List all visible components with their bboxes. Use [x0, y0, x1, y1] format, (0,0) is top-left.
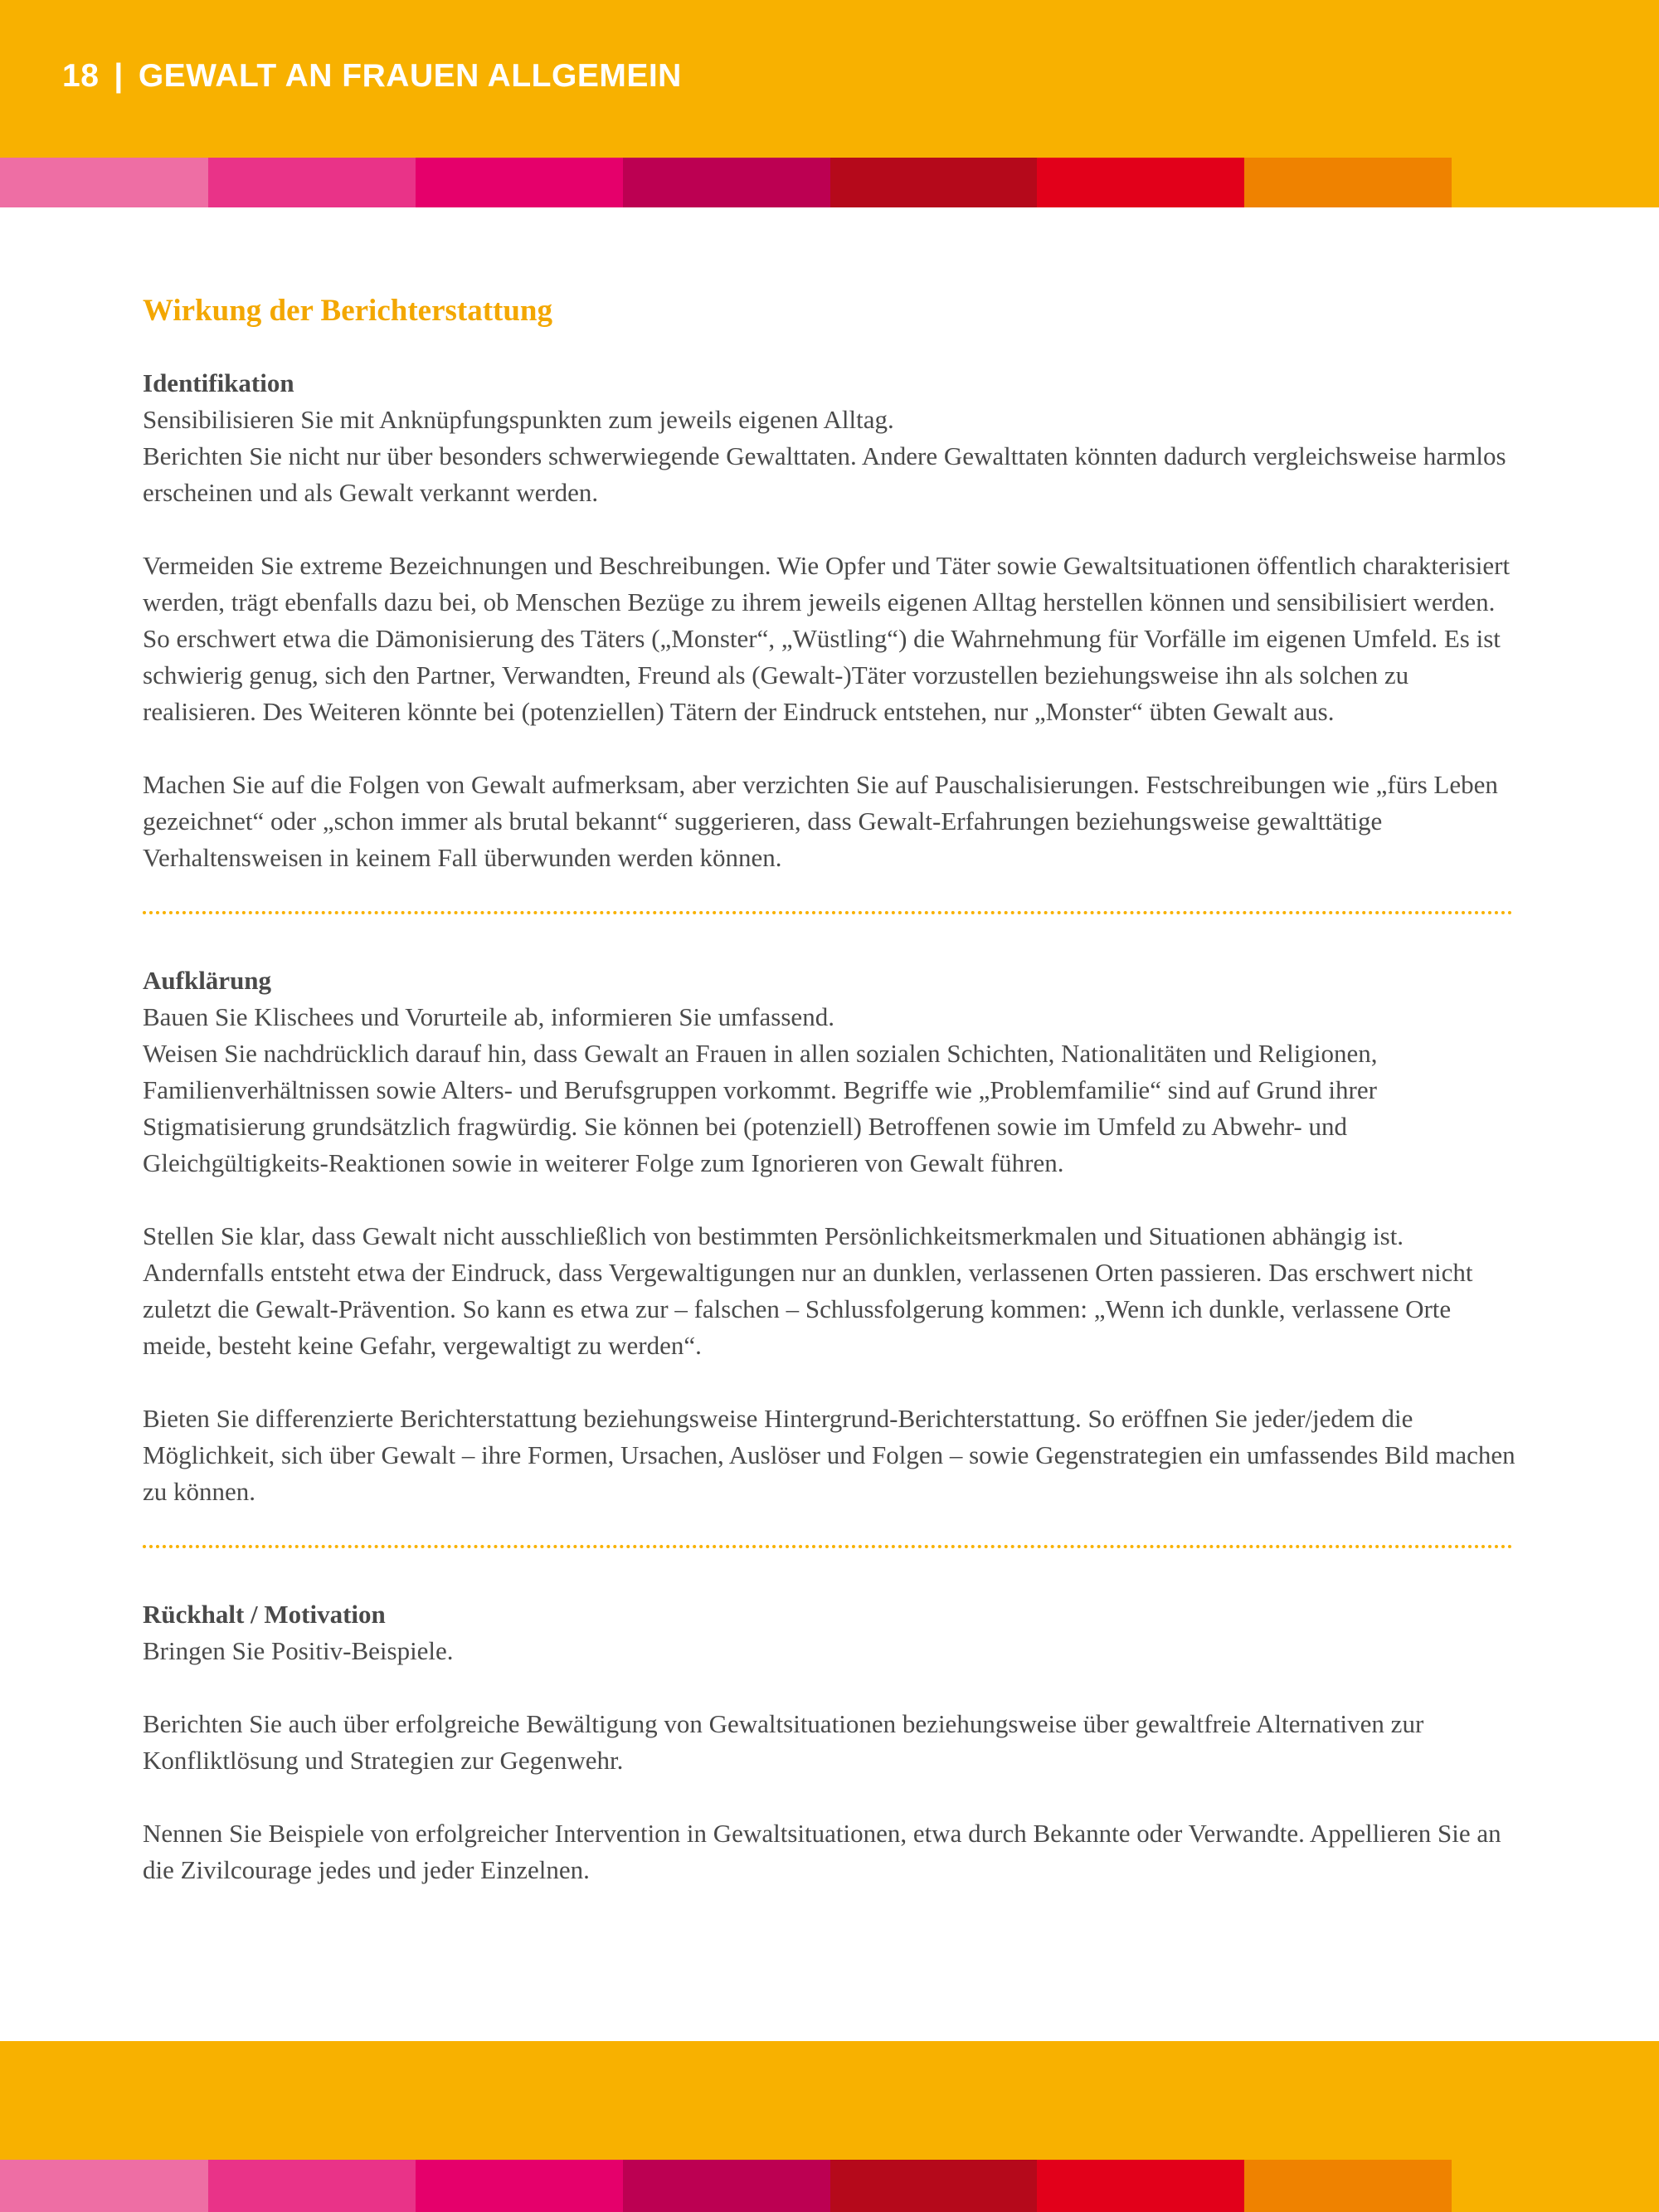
section-title: Identifikation: [143, 368, 294, 397]
section-paragraph: Vermeiden Sie extreme Bezeichnungen und Beschreibungen. Wie Opfer und Täter sowie Gewaltsituationen öffentlich charakterisiert werden, trägt ebenfalls dazu bei, ob Menschen Bezüge zu ihrem jeweils eigenen Alltag herstellen können und sensibilisiert werden. So erschwert etwa die Dämonisierung des Täters („Monster“, „Wüstling“) die Wahrnehmung für Vorfälle im eigenen Umfeld. Es ist schwierig genug, sich den Partner, Verwandten, Freund als (Gewalt-)Täter vorzustellen beziehungsweise ihn als solchen zu realisieren. Des Weiteren könnte bei (potenziellen) Tätern der Eindruck entstehen, nur „Monster“ übten Gewalt aus.: [143, 551, 1511, 726]
stripe-segment: [1452, 2160, 1659, 2212]
dotted-divider: [143, 1545, 1513, 1548]
page-heading: Wirkung der Berichterstattung: [143, 294, 553, 328]
stripe-segment: [416, 158, 623, 207]
section-lead: Bauen Sie Klischees und Vorurteile ab, informieren Sie umfassend.: [143, 1002, 834, 1031]
section-paragraph: Bieten Sie differenzierte Berichterstattung beziehungsweise Hintergrund-Berichterstattung. So eröffnen Sie jeder/jedem die Möglichkeit, sich über Gewalt – ihre Formen, Ursachen, Auslöser und Folgen – sowie Gegenstrategien ein umfassendes Bild machen zu können.: [143, 1404, 1515, 1506]
section-lead: Sensibilisieren Sie mit Anknüpfungspunkten zum jeweils eigenen Alltag.: [143, 405, 894, 434]
chapter-title: GEWALT AN FRAUEN ALLGEMEIN: [138, 58, 682, 94]
page-number: 18: [62, 58, 100, 94]
stripe-segment: [0, 2160, 208, 2212]
stripe-segment: [1244, 2160, 1452, 2212]
section-paragraph: Nennen Sie Beispiele von erfolgreicher Intervention in Gewaltsituationen, etwa durch Bekannte oder Verwandte. Appellieren Sie an die Zivilcourage jedes und jeder Einzelnen.: [143, 1819, 1501, 1884]
section-aufklaerung: [143, 962, 1520, 1510]
section-paragraph: Berichten Sie nicht nur über besonders schwerwiegende Gewalttaten. Andere Gewalttaten könnten dadurch vergleichsweise harmlos erscheinen und als Gewalt verkannt werden.: [143, 441, 1506, 507]
stripe-segment: [208, 158, 416, 207]
section-title: Rückhalt / Motivation: [143, 1600, 386, 1629]
section-lead: Bringen Sie Positiv-Beispiele.: [143, 1636, 454, 1665]
section-paragraph: Stellen Sie klar, dass Gewalt nicht ausschließlich von bestimmten Persönlichkeitsmerkmalen und Situationen abhängig ist. Andernfalls entsteht etwa der Eindruck, dass Vergewaltigungen nur an dunklen, verlassenen Orten passieren. Das erschwert nicht zuletzt die Gewalt-Prävention. So kann es etwa zur – falschen – Schlussfolgerung kommen: „Wenn ich dunkle, verlassene Orte meide, besteht keine Gefahr, vergewaltigt zu werden“.: [143, 1221, 1473, 1360]
section-paragraph: Machen Sie auf die Folgen von Gewalt aufmerksam, aber verzichten Sie auf Pauschalisierungen. Festschreibungen wie „fürs Leben gezeichnet“ oder „schon immer als brutal bekannt“ suggerieren, dass Gewalt-Erfahrungen beziehungsweise gewalttätige Verhaltensweisen in keinem Fall überwunden werden können.: [143, 770, 1498, 872]
stripe-segment: [623, 158, 830, 207]
header-separator: |: [114, 58, 124, 94]
header-title: [62, 58, 682, 95]
stripe-segment: [208, 2160, 416, 2212]
main-content: [143, 290, 1520, 1888]
color-stripe-bottom: [0, 2160, 1659, 2212]
stripe-segment: [1452, 158, 1659, 207]
section-paragraph: Weisen Sie nachdrücklich darauf hin, dass Gewalt an Frauen in allen sozialen Schichten, Nationalitäten und Religionen, Familienverhältnissen sowie Alters- und Berufsgruppen vorkommt. Begriffe wie „Problemfamilie“ sind auf Grund ihrer Stigmatisierung grundsätzlich fragwürdig. Sie können bei (potenziell) Betroffenen sowie im Umfeld zu Abwehr- und Gleichgültigkeits-Reaktionen sowie in weiterer Folge zum Ignorieren von Gewalt führen.: [143, 1039, 1378, 1177]
color-stripe-top: [0, 158, 1659, 207]
stripe-segment: [0, 158, 208, 207]
stripe-segment: [1037, 2160, 1244, 2212]
stripe-segment: [416, 2160, 623, 2212]
page-footer: [0, 2041, 1659, 2162]
page-header: [0, 0, 1659, 158]
stripe-segment: [830, 2160, 1037, 2212]
stripe-segment: [623, 2160, 830, 2212]
stripe-segment: [830, 158, 1037, 207]
stripe-segment: [1037, 158, 1244, 207]
section-rueckhalt-motivation: [143, 1596, 1520, 1888]
section-paragraph: Berichten Sie auch über erfolgreiche Bewältigung von Gewaltsituationen beziehungsweise über gewaltfreie Alternativen zur Konfliktlösung und Strategien zur Gegenwehr.: [143, 1709, 1424, 1775]
section-title: Aufklärung: [143, 966, 272, 995]
dotted-divider: [143, 911, 1513, 914]
section-identifikation: [143, 365, 1520, 876]
stripe-segment: [1244, 158, 1452, 207]
